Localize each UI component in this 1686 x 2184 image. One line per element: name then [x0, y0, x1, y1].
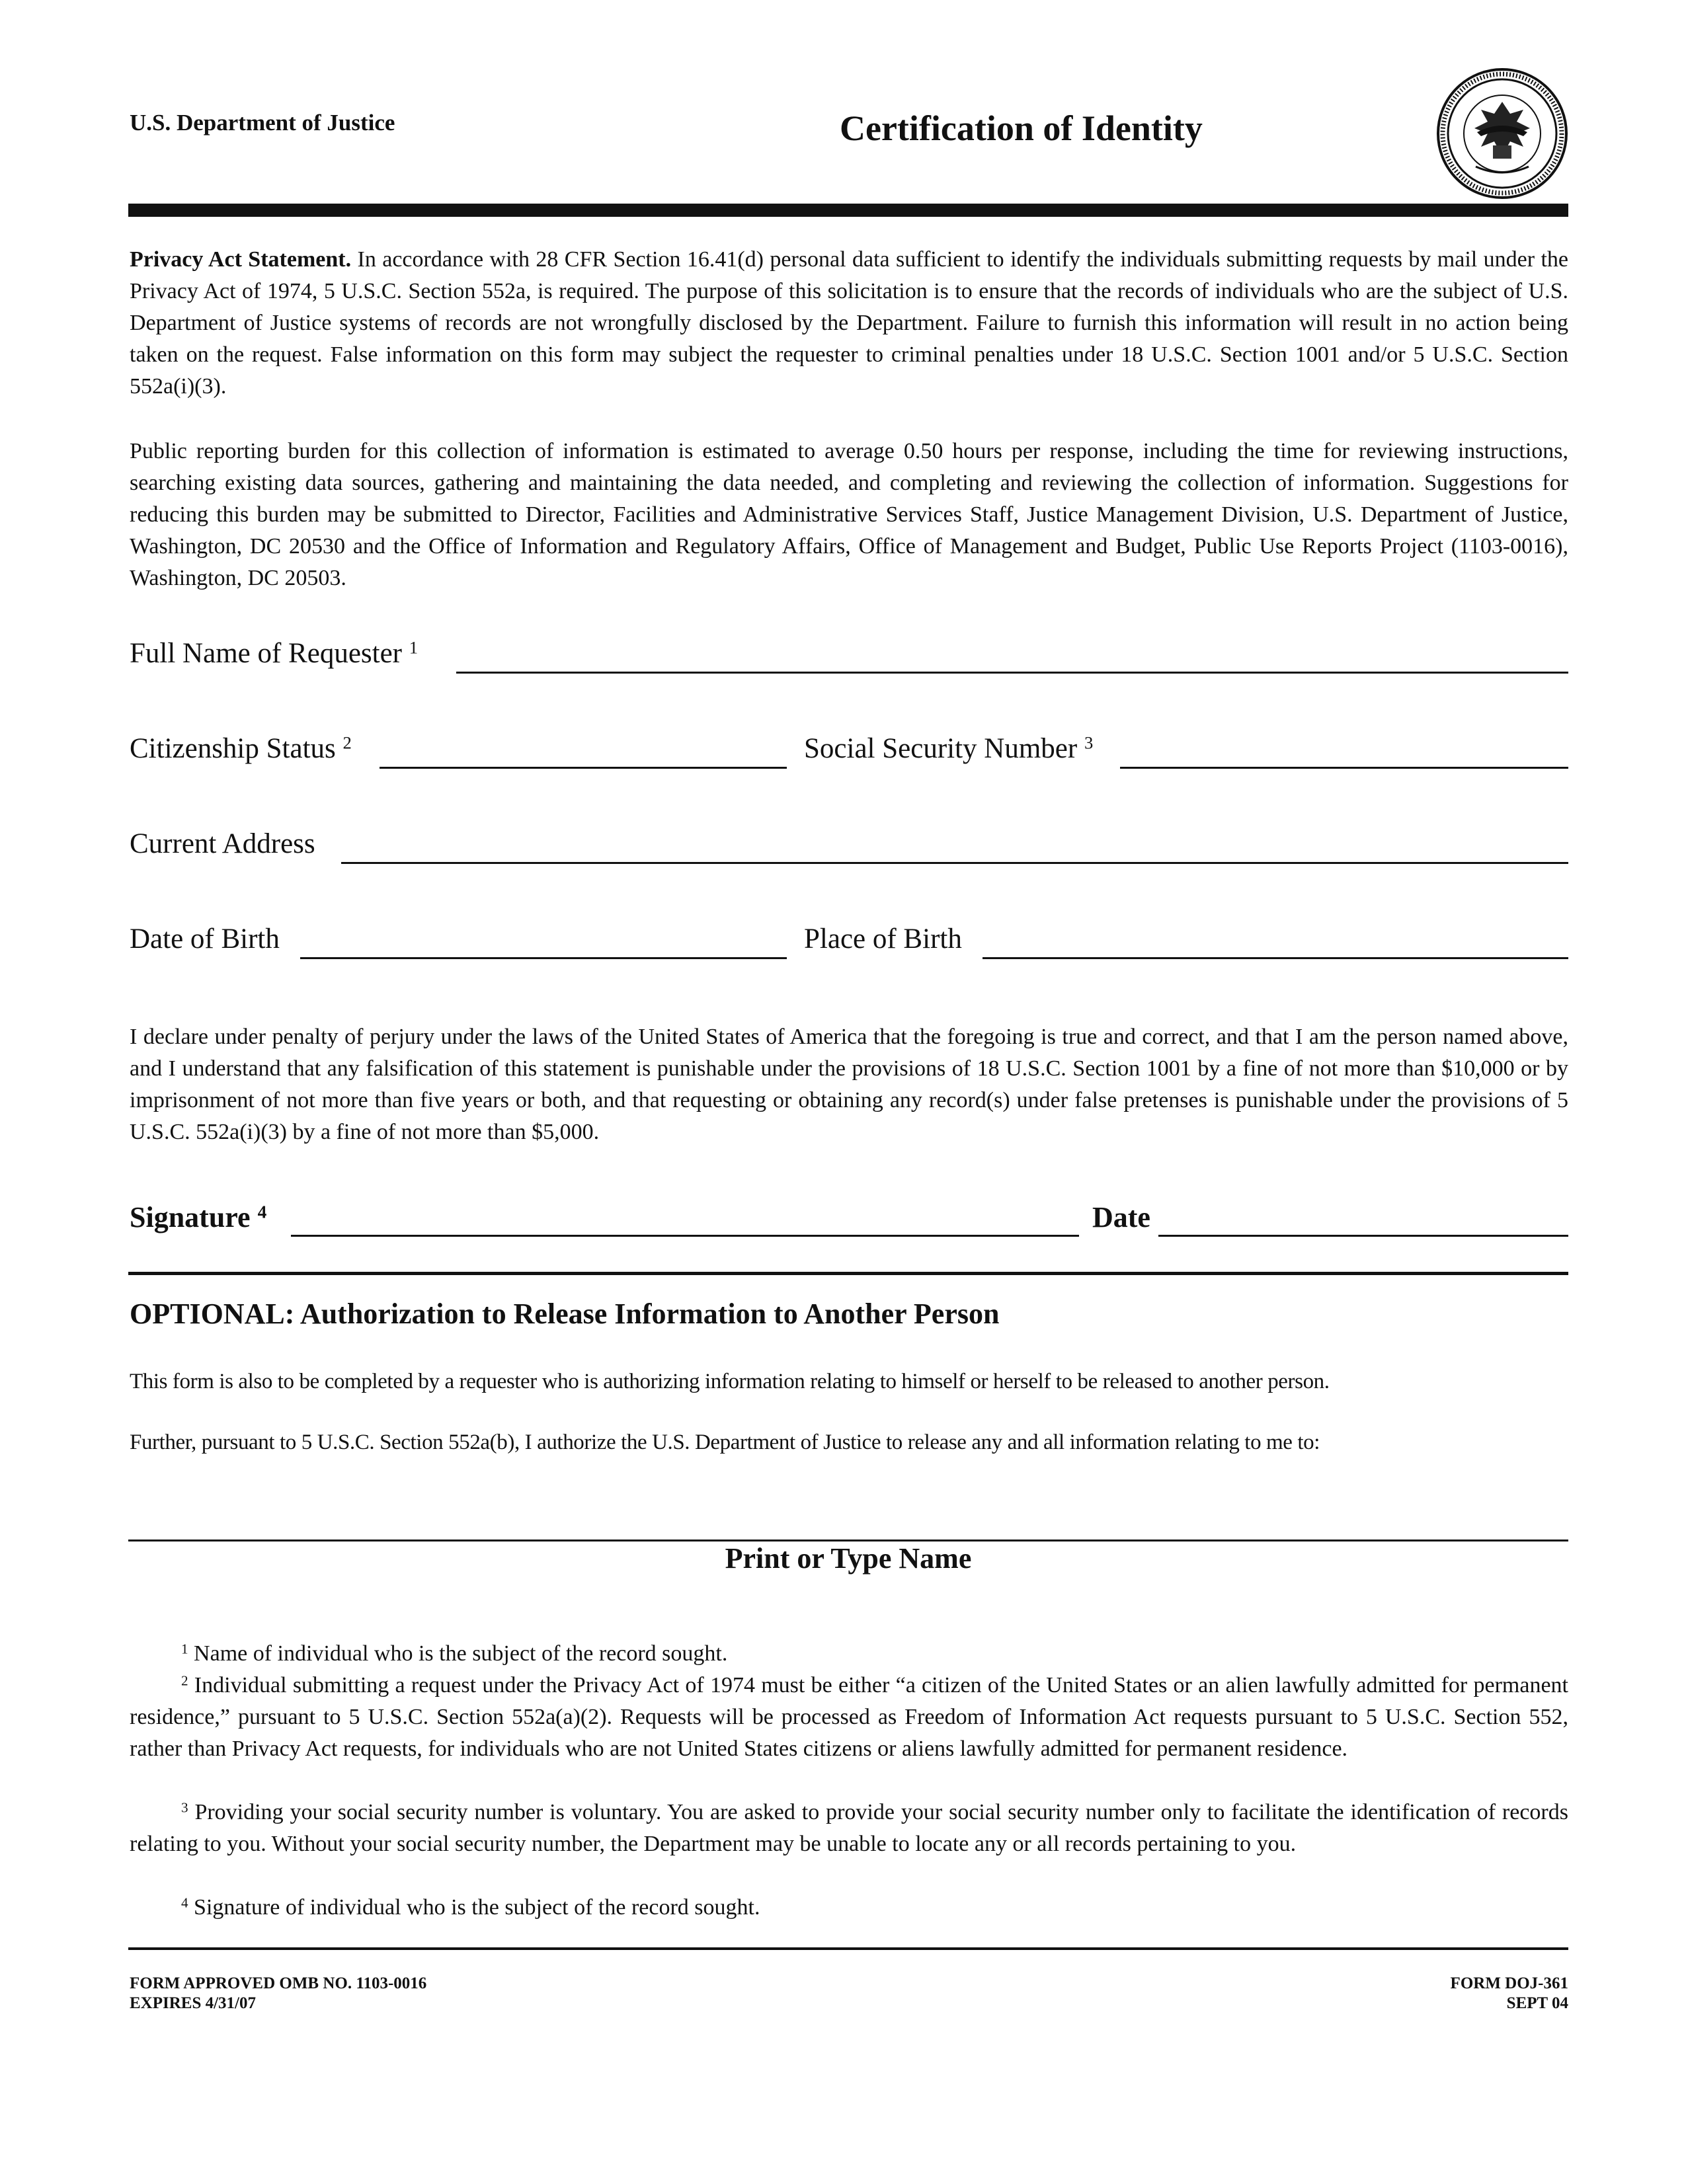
ssn-input-line[interactable] [1120, 767, 1568, 769]
privacy-act-statement [130, 244, 1568, 403]
authorization-statement: Further, pursuant to 5 U.S.C. Section 552a(b), I authorize the U.S. Department of Justice to release any and all information relating to me to: [130, 1430, 1320, 1454]
footnote-2: $^2$ Individual submitting a request under the Privacy Act of 1974 must be either “a citizen of the United States or an alien lawfully admitted for permanent residence,” pursuant to 5 U.S.C. Section 552a(a)(2). Requests will be processed as Freedom of Information Act requests pursuant to 5 U.S.C. Section 552, rather than Privacy Act requests, for individuals who are not United States citizens or aliens lawfully admitted for permanent residence. [130, 1672, 1568, 1761]
section-divider [128, 1272, 1568, 1275]
form-revision: SEPT 04 [1506, 1994, 1568, 2012]
date-of-birth-label: Date of Birth [130, 923, 280, 955]
current-address-label: Current Address [130, 828, 315, 859]
full-name-label: Full Name of Requester $^1$ [130, 637, 419, 669]
footer-divider [128, 1947, 1568, 1950]
privacy-act-text: In accordance with 28 CFR Section 16.41(d) personal data sufficient to identify the individuals submitting requests by mail under the Privacy Act of 1974, 5 U.S.C. Section 552a, is required. The purpose of this solicitation is to ensure that the records of individuals who are the subject of U.S. Department of Justice systems of records are not wrongfully disclosed by the Department. Failure to furnish this information will result in no action being taken on the request. False information on this form may subject the requester to criminal penalties under 18 U.S.C. Section 1001 and/or 5 U.S.C. Section 552a(i)(3). [130, 247, 1569, 399]
full-name-input-line[interactable] [456, 672, 1568, 674]
optional-instruction: This form is also to be completed by a requester who is authorizing information relating to himself or herself to be released to another person. [130, 1370, 1330, 1393]
footnote-3: $^3$ Providing your social security number is voluntary. You are asked to provide your social security number only to facilitate the identification of records relating to you. Without your social security number, the Department may be unable to locate any or all records pertaining to you. [130, 1799, 1568, 1856]
agency-name: U.S. Department of Justice [130, 110, 395, 136]
date-input-line[interactable] [1158, 1235, 1568, 1237]
omb-approval: FORM APPROVED OMB NO. 1103-0016 [130, 1974, 427, 1992]
signature-label: Signature $^4$ [130, 1201, 267, 1233]
page-title: Certification of Identity [840, 108, 1203, 148]
privacy-act-heading: Privacy Act Statement. [130, 247, 352, 272]
doj-seal-logo [1436, 67, 1568, 200]
date-label: Date [1092, 1201, 1150, 1233]
footer-left [130, 1974, 426, 2013]
form-number: FORM DOJ-361 [1450, 1974, 1568, 1992]
place-of-birth-input-line[interactable] [983, 957, 1568, 959]
ssn-label: Social Security Number $^3$ [804, 732, 1094, 764]
optional-section-title: OPTIONAL: Authorization to Release Information to Another Person [130, 1298, 1000, 1330]
burden-statement: Public reporting burden for this collection of information is estimated to average 0.50 hours per response, including the time for reviewing instructions, searching existing data sources, gathering and maintaining the data needed, and completing and reviewing the collection of information. Suggestions for reducing this burden may be submitted to Director, Facilities and Administrative Services Staff, Justice Management Division, U.S. Department of Justice, Washington, DC 20530 and the Office of Information and Regulatory Affairs, Office of Management and Budget, Public Use Reports Project (1103-0016), Washington, DC 20503. [130, 439, 1568, 590]
current-address-input-line[interactable] [341, 862, 1568, 864]
footnote-1: $^1$ Name of individual who is the subject of the record sought. [181, 1641, 728, 1666]
footer-right [1451, 1974, 1568, 2013]
footnote-4: $^4$ Signature of individual who is the subject of the record sought. [181, 1894, 760, 1920]
citizenship-status-label: Citizenship Status $^2$ [130, 732, 352, 764]
signature-input-line[interactable] [291, 1235, 1079, 1237]
header-divider [128, 204, 1568, 217]
citizenship-status-input-line[interactable] [380, 767, 787, 769]
place-of-birth-label: Place of Birth [804, 923, 962, 955]
expiration-date: EXPIRES 4/31/07 [130, 1994, 257, 2012]
print-name-label: Print or Type Name [725, 1542, 972, 1575]
perjury-declaration: I declare under penalty of perjury under the laws of the United States of America that the foregoing is true and correct, and that I am the person named above, and I understand that any falsification of this statement is punishable under the provisions of 18 U.S.C. Section 1001 by a fine of not more than $10,000 or by imprisonment of not more than five years or both, and that requesting or obtaining any record(s) under false pretenses is punishable under the provisions of 5 U.S.C. 552a(i)(3) by a fine of not more than $5,000. [130, 1025, 1568, 1144]
date-of-birth-input-line[interactable] [300, 957, 787, 959]
